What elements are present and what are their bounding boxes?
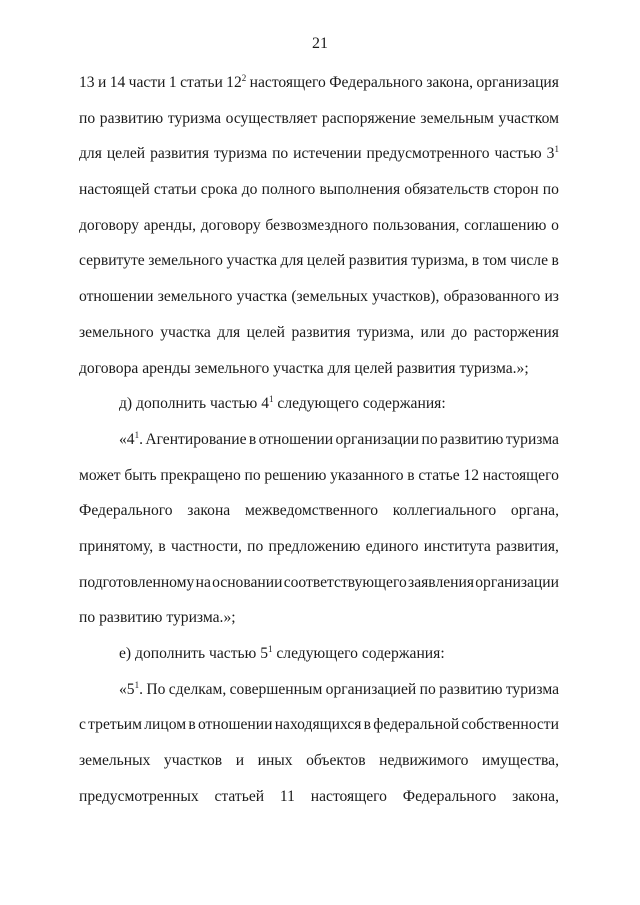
word: отношении: [79, 288, 154, 306]
superscript: 2: [241, 73, 247, 83]
word: участка: [236, 288, 288, 306]
page-number: 21: [312, 35, 328, 52]
word: аренды: [142, 359, 191, 377]
word: о: [551, 216, 559, 234]
text-line: [79, 172, 559, 208]
superscript: 1: [134, 429, 140, 440]
word: для: [280, 252, 304, 270]
word: Федерального: [79, 502, 173, 520]
word: частью: [209, 645, 257, 662]
word: участка: [273, 359, 324, 377]
text-line: [79, 386, 559, 422]
word: пользования,: [372, 216, 460, 234]
word: образованного: [443, 288, 541, 306]
text-line: [79, 529, 559, 565]
word: д): [119, 395, 133, 413]
word: безвозмездного: [265, 216, 369, 234]
word: закона,: [512, 787, 559, 805]
word: развитию: [99, 109, 164, 127]
word: совершенным: [229, 680, 323, 698]
word: е): [119, 645, 132, 662]
text-line: [79, 422, 559, 458]
word: сервитуте: [79, 252, 145, 270]
word: туризма: [505, 430, 559, 448]
word: находящихся: [274, 716, 362, 734]
word: прекращено: [160, 466, 241, 484]
word: предложению: [268, 537, 361, 555]
word: 1: [168, 74, 177, 91]
word: принятому,: [79, 537, 154, 555]
word: развитию: [439, 680, 503, 698]
word: следующего: [277, 395, 359, 413]
word: до: [451, 323, 468, 341]
word: настоящего: [249, 74, 326, 91]
word: содержания:: [361, 645, 445, 662]
word: 14: [109, 74, 126, 91]
word: на: [195, 573, 211, 591]
word: межведомственного: [244, 502, 379, 520]
word: 12: [463, 466, 479, 484]
word: предусмотренных: [79, 787, 199, 805]
word: организацией: [325, 680, 417, 698]
word: договору: [200, 216, 261, 234]
word: в: [248, 430, 257, 448]
word: «$5^1$.: [119, 679, 143, 698]
word: земельного: [79, 323, 154, 341]
word: организация: [476, 74, 559, 91]
word: земельного: [194, 359, 270, 377]
word: числе: [510, 252, 548, 270]
word: развития: [396, 359, 456, 377]
superscript: 1: [267, 644, 273, 654]
word: института: [423, 537, 491, 555]
word: развития: [291, 323, 351, 341]
word: частности,: [170, 537, 242, 555]
text-line: [79, 101, 559, 137]
word: по: [79, 109, 96, 127]
word: участков),: [372, 288, 440, 306]
word: организации: [335, 430, 420, 448]
word: полного: [261, 181, 316, 199]
word: и: [97, 74, 107, 91]
word: земельного: [157, 288, 233, 306]
word: и: [235, 752, 245, 770]
word: соглашению: [464, 216, 547, 234]
word: указанного: [330, 466, 404, 484]
word: третьим: [88, 716, 143, 734]
word: туризма.»;: [166, 609, 236, 627]
text-line: [79, 707, 559, 743]
word: туризма,: [356, 323, 414, 341]
word: истечении: [293, 145, 362, 163]
word: из: [544, 288, 559, 306]
document-body: [79, 65, 559, 814]
text-line: [79, 779, 559, 815]
text-line: [79, 243, 559, 279]
word: следующего: [276, 645, 358, 662]
word: развития: [348, 252, 408, 270]
word: или: [420, 323, 445, 341]
word: участка: [160, 323, 211, 341]
superscript: 1: [269, 394, 274, 405]
word: настоящего: [310, 787, 387, 805]
word: $4^1$: [261, 394, 274, 413]
word: том: [482, 252, 507, 270]
text-line: [79, 672, 559, 708]
text-line: [79, 136, 559, 172]
word: иных: [257, 752, 293, 770]
text-line: [79, 208, 559, 244]
word: части: [128, 74, 166, 91]
word: настоящего: [482, 466, 559, 484]
word: обязательств: [404, 181, 490, 199]
word: отношении: [197, 716, 273, 734]
word: туризма: [505, 680, 559, 698]
word: развитию: [440, 430, 504, 448]
word: по: [247, 537, 264, 555]
text-line: [79, 279, 559, 315]
word: выполнения: [319, 181, 401, 199]
text-line: [79, 600, 559, 636]
word: в: [158, 537, 166, 555]
word: дополнить: [135, 645, 206, 662]
word: для: [79, 145, 102, 163]
word: туризма.»;: [459, 359, 529, 377]
word: лицом: [144, 716, 187, 734]
word: целей: [306, 252, 346, 270]
word: $12^2$: [226, 73, 247, 91]
word: договору: [79, 216, 139, 234]
superscript: 1: [134, 679, 140, 690]
word: $5^1$: [260, 644, 273, 662]
word: органа,: [510, 502, 559, 520]
superscript: 1: [554, 144, 559, 155]
word: основании: [212, 573, 283, 591]
word: содержания:: [362, 395, 446, 413]
word: земельного: [148, 252, 223, 270]
word: в: [188, 716, 196, 734]
word: статьи: [153, 181, 197, 199]
word: туризма: [213, 145, 268, 163]
word: для: [217, 323, 241, 341]
word: туризма,: [411, 252, 469, 270]
word: по: [542, 181, 559, 199]
word: объектов: [306, 752, 366, 770]
word: в: [363, 716, 372, 734]
word: целей: [246, 323, 285, 341]
text-line: [79, 458, 559, 494]
word: сторон: [493, 181, 539, 199]
text-line: [79, 315, 559, 351]
word: закона: [187, 502, 231, 520]
word: развития: [150, 145, 210, 163]
word: срока: [200, 181, 238, 199]
word: соответствующего: [283, 573, 407, 591]
word: недвижимого: [379, 752, 469, 770]
text-line: [79, 351, 559, 387]
word: федеральной: [373, 716, 460, 734]
word: «$4^1$.: [119, 429, 143, 448]
word: настоящей: [79, 181, 150, 199]
text-line: [79, 65, 559, 101]
word: в: [551, 252, 559, 270]
word: осуществляет: [225, 109, 318, 127]
word: в: [471, 252, 480, 270]
word: Федерального: [329, 74, 423, 91]
word: $3^1$: [546, 144, 559, 163]
word: закона,: [426, 74, 474, 91]
word: участков: [163, 752, 223, 770]
word: частью: [494, 145, 542, 163]
word: по: [244, 466, 261, 484]
word: организации: [475, 573, 559, 591]
word: статьей: [214, 787, 265, 805]
word: По: [146, 680, 166, 698]
word: отношении: [258, 430, 334, 448]
word: земельным: [420, 109, 494, 127]
text-line: [79, 636, 559, 672]
word: развития,: [496, 537, 559, 555]
word: имущества,: [481, 752, 559, 770]
word: дополнить: [136, 395, 207, 413]
word: договора: [79, 359, 139, 377]
text-line: [79, 565, 559, 601]
word: Федерального: [402, 787, 497, 805]
word: может: [79, 466, 121, 484]
word: по: [419, 680, 436, 698]
word: до: [241, 181, 258, 199]
word: заявления: [408, 573, 475, 591]
word: статьи: [180, 74, 223, 91]
text-line: [79, 493, 559, 529]
word: расторжения: [473, 323, 559, 341]
word: аренды,: [143, 216, 196, 234]
word: участком: [498, 109, 559, 127]
word: с: [79, 716, 86, 734]
word: 13: [79, 74, 95, 91]
word: развитию: [99, 609, 163, 627]
word: по: [421, 430, 438, 448]
word: сделкам,: [168, 680, 227, 698]
word: (земельных: [291, 288, 368, 306]
word: по: [79, 609, 96, 627]
word: в: [407, 466, 415, 484]
word: единого: [365, 537, 419, 555]
word: предусмотренного: [366, 145, 490, 163]
word: целей: [354, 359, 393, 377]
word: распоряжение: [321, 109, 416, 127]
word: целей: [106, 145, 146, 163]
word: для: [327, 359, 351, 377]
word: туризма: [167, 109, 222, 127]
text-line: [79, 743, 559, 779]
word: подготовленному: [79, 573, 195, 591]
word: статье: [418, 466, 460, 484]
word: земельных: [79, 752, 151, 770]
word: быть: [124, 466, 157, 484]
word: коллегиального: [392, 502, 497, 520]
word: 11: [279, 787, 295, 805]
word: по: [272, 145, 289, 163]
word: частью: [210, 395, 258, 413]
word: решению: [264, 466, 327, 484]
word: собственности: [461, 716, 559, 734]
word: участка: [226, 252, 277, 270]
word: Агентирование: [145, 430, 247, 448]
